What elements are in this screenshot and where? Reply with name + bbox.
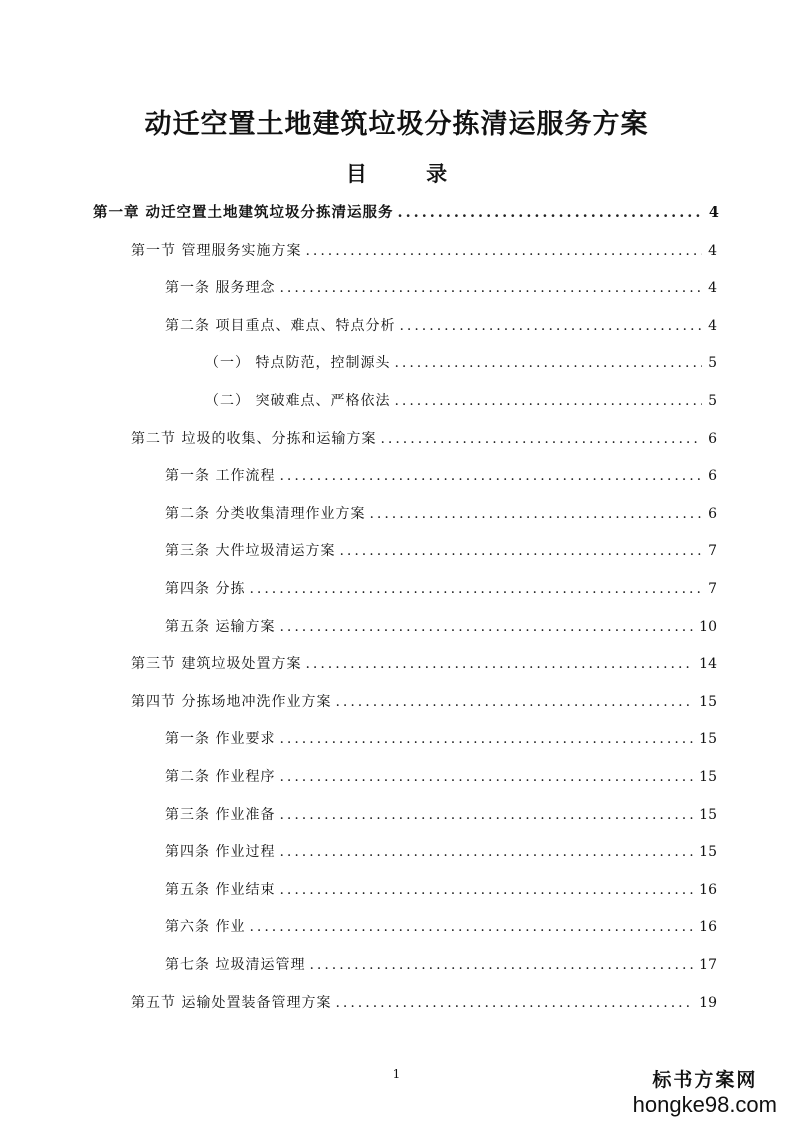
toc-dot-leader bbox=[279, 762, 693, 792]
toc-dot-leader bbox=[398, 198, 703, 228]
toc-dot-leader bbox=[335, 687, 693, 717]
toc-entry-label: 第三节 建筑垃圾处置方案 bbox=[131, 656, 302, 672]
toc-entry-page: 4 bbox=[708, 280, 717, 296]
toc-entry-page: 14 bbox=[699, 656, 717, 672]
toc-entry-page: 4 bbox=[708, 204, 719, 221]
toc-entry-page: 7 bbox=[708, 581, 717, 597]
toc-entry[interactable] bbox=[165, 912, 717, 942]
toc-entry[interactable] bbox=[131, 424, 717, 454]
toc-entry[interactable] bbox=[165, 724, 717, 754]
toc-entry[interactable] bbox=[205, 348, 717, 378]
toc-entry[interactable] bbox=[131, 687, 717, 717]
toc-dot-leader bbox=[394, 386, 702, 416]
toc-dot-leader bbox=[279, 837, 693, 867]
toc-dot-leader bbox=[335, 988, 693, 1018]
toc-entry-page: 4 bbox=[708, 318, 717, 334]
toc-entry[interactable] bbox=[165, 574, 717, 604]
toc-entry[interactable] bbox=[131, 649, 717, 679]
toc-entry[interactable] bbox=[165, 499, 717, 529]
document-title: 动迁空置土地建筑垃圾分拣清运服务方案 bbox=[144, 109, 649, 140]
toc-entry[interactable] bbox=[165, 837, 717, 867]
toc-dot-leader bbox=[339, 536, 702, 566]
toc-entry-label: 第五条 运输方案 bbox=[165, 619, 276, 635]
toc-entry-page: 15 bbox=[699, 694, 717, 710]
toc-entry[interactable] bbox=[165, 311, 717, 341]
toc-dot-leader bbox=[380, 424, 702, 454]
toc-entry-label: 第二条 项目重点、难点、特点分析 bbox=[165, 318, 396, 334]
toc-dot-leader bbox=[279, 800, 693, 830]
toc-dot-leader bbox=[279, 273, 702, 303]
toc-entry-page: 16 bbox=[699, 882, 717, 898]
toc-entry-page: 19 bbox=[699, 995, 717, 1011]
page-number: 1 bbox=[392, 1067, 401, 1081]
toc-entry-page: 15 bbox=[699, 807, 717, 823]
toc-entry-label: 第一章 动迁空置土地建筑垃圾分拣清运服务 bbox=[93, 204, 394, 221]
toc-dot-leader bbox=[305, 236, 702, 266]
toc-entry[interactable] bbox=[165, 461, 717, 491]
toc-entry[interactable] bbox=[131, 236, 717, 266]
toc-entry-label: 第一条 作业要求 bbox=[165, 731, 276, 747]
toc-entry-label: 第七条 垃圾清运管理 bbox=[165, 957, 306, 973]
toc-entry-label: 第三条 作业准备 bbox=[165, 807, 276, 823]
site-watermark bbox=[633, 1068, 777, 1118]
toc-entry[interactable] bbox=[165, 762, 717, 792]
toc-entry[interactable] bbox=[165, 950, 717, 980]
watermark-site-name: 标书方案网 bbox=[652, 1069, 758, 1091]
toc-entry-page: 17 bbox=[699, 957, 717, 973]
toc-dot-leader bbox=[279, 724, 693, 754]
toc-entry-page: 6 bbox=[708, 468, 717, 484]
toc-entry-label: 第二条 分类收集清理作业方案 bbox=[165, 506, 366, 522]
toc-entry-page: 15 bbox=[699, 769, 717, 785]
toc-entry-label: 第二节 垃圾的收集、分拣和运输方案 bbox=[131, 431, 377, 447]
toc-entry[interactable] bbox=[205, 386, 717, 416]
toc-entry[interactable] bbox=[165, 273, 717, 303]
toc-entry-page: 4 bbox=[708, 243, 717, 259]
toc-entry-label: 第四条 分拣 bbox=[165, 581, 246, 597]
toc-entry-label: 第五条 作业结束 bbox=[165, 882, 276, 898]
toc-entry-label: 第四条 作业过程 bbox=[165, 844, 276, 860]
toc-dot-leader bbox=[399, 311, 702, 341]
toc-entry[interactable] bbox=[165, 800, 717, 830]
toc-entry[interactable] bbox=[165, 536, 717, 566]
toc-entry-label: （一） 特点防范，控制源头 bbox=[205, 355, 391, 371]
toc-dot-leader bbox=[279, 875, 693, 905]
toc-entry-page: 7 bbox=[708, 543, 717, 559]
toc-entry-label: 第五节 运输处置装备管理方案 bbox=[131, 995, 332, 1011]
toc-dot-leader bbox=[305, 649, 693, 679]
toc-entry-label: 第六条 作业 bbox=[165, 919, 246, 935]
toc-entry-label: 第四节 分拣场地冲洗作业方案 bbox=[131, 694, 332, 710]
toc-entry-page: 6 bbox=[708, 506, 717, 522]
toc-entry[interactable] bbox=[93, 198, 719, 228]
toc-dot-leader bbox=[249, 574, 702, 604]
toc-entry-page: 15 bbox=[699, 844, 717, 860]
toc-entry-page: 5 bbox=[708, 393, 717, 409]
toc-dot-leader bbox=[394, 348, 702, 378]
toc-dot-leader bbox=[279, 461, 702, 491]
toc-entry-label: 第二条 作业程序 bbox=[165, 769, 276, 785]
toc-entry-page: 6 bbox=[708, 431, 717, 447]
toc-entry[interactable] bbox=[165, 875, 717, 905]
toc-entry[interactable] bbox=[131, 988, 717, 1018]
toc-dot-leader bbox=[279, 612, 693, 642]
toc-entry-page: 15 bbox=[699, 731, 717, 747]
toc-dot-leader bbox=[309, 950, 693, 980]
toc-entry-page: 5 bbox=[708, 355, 717, 371]
toc-entry-label: （二） 突破难点、严格依法 bbox=[205, 393, 391, 409]
toc-entry-label: 第一节 管理服务实施方案 bbox=[131, 243, 302, 259]
toc-dot-leader bbox=[369, 499, 702, 529]
toc-entry-page: 10 bbox=[699, 619, 717, 635]
toc-entry[interactable] bbox=[165, 612, 717, 642]
toc-entry-label: 第一条 服务理念 bbox=[165, 280, 276, 296]
toc-dot-leader bbox=[249, 912, 693, 942]
toc-heading: 目 录 bbox=[345, 161, 474, 186]
toc-entry-label: 第三条 大件垃圾清运方案 bbox=[165, 543, 336, 559]
toc-entry-page: 16 bbox=[699, 919, 717, 935]
toc-entry-label: 第一条 工作流程 bbox=[165, 468, 276, 484]
watermark-site-url: hongke98.com bbox=[632, 1092, 777, 1117]
